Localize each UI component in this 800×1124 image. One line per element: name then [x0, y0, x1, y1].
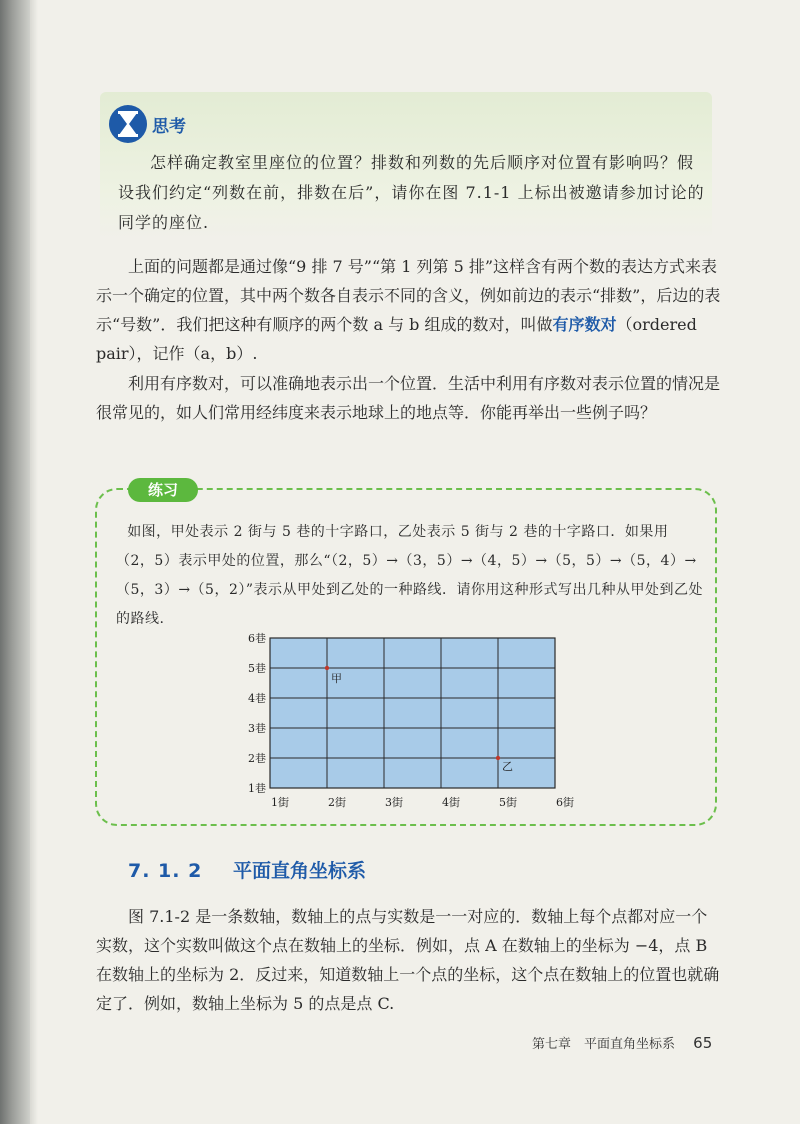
lane-labels: [248, 632, 266, 795]
paragraph1-after: （ordered pair），记作（a，b）.: [96, 315, 697, 363]
point-jia-marker: [325, 666, 329, 670]
street-label: 5街: [499, 796, 517, 809]
point-yi-label: 乙: [502, 760, 513, 773]
street-label: 6街: [556, 796, 574, 809]
point-yi-marker: [496, 756, 500, 760]
paragraph-ordered-pair: [96, 252, 722, 368]
lane-label: 4巷: [248, 692, 266, 705]
page-number: 65: [693, 1034, 713, 1052]
street-labels: [271, 795, 574, 809]
lane-label: 2巷: [248, 752, 266, 765]
page-footer: [532, 1033, 712, 1052]
book-spine-shadow: [0, 0, 30, 1124]
term-ordered-pair: 有序数对: [552, 315, 617, 334]
street-label: 1街: [271, 796, 289, 809]
think-title: 思考: [152, 117, 186, 137]
hourglass-icon: [108, 104, 148, 144]
lane-label: 3巷: [248, 722, 266, 735]
paragraph-number-line: 图 7.1-2 是一条数轴，数轴上的点与实数是一一对应的．数轴上每个点都对应一个实数，这个实数叫做这个点在数轴上的坐标．例如，点 A 在数轴上的坐标为 −4，点 B 在数轴上的坐标为 2．反过来，知道数轴上一个点的坐标，这个点在数轴上的位置也就确定了．例如，数轴上坐标为 5 的点是点 C.: [96, 907, 720, 1013]
paragraph-examples: 利用有序数对，可以准确地表示出一个位置．生活中利用有序数对表示位置的情况是很常见的，如人们常用经纬度来表示地球上的地点等．你能再举出一些例子吗？: [96, 374, 721, 422]
street-label: 2街: [328, 796, 346, 809]
section-number: 7. 1. 2: [128, 860, 203, 882]
footer-chapter: 第七章 平面直角坐标系: [532, 1037, 676, 1052]
street-lane-grid: [230, 630, 574, 810]
paragraph1-before: 上面的问题都是通过像“9 排 7 号”“第 1 列第 5 排”这样含有两个数的表达方式来表示一个确定的位置，其中两个数各自表示不同的含义，例如前边的表示“排数”，后边的表示“号数”．我们把这种有顺序的两个数 a 与 b 组成的数对，叫做: [96, 257, 721, 334]
street-label: 3街: [385, 796, 403, 809]
think-text: 怎样确定教室里座位的位置？排数和列数的先后顺序对位置有影响吗？假设我们约定“列数在前，排数在后”，请你在图 7.1-1 上标出被邀请参加讨论的同学的座位.: [118, 153, 705, 232]
page-edge: [30, 0, 38, 1124]
street-label: 4街: [442, 796, 460, 809]
lane-label: 1巷: [248, 782, 266, 795]
point-jia-label: 甲: [331, 672, 342, 685]
lane-label: 6巷: [248, 632, 266, 645]
section-title: 平面直角坐标系: [232, 860, 366, 882]
lane-label: 5巷: [248, 662, 266, 675]
exercise-label: 练习: [128, 478, 198, 502]
section-heading: [128, 856, 366, 883]
exercise-text: 如图，甲处表示 2 街与 5 巷的十字路口，乙处表示 5 街与 2 巷的十字路口．如果用（2，5）表示甲处的位置，那么“（2，5）→（3，5）→（4，5）→（5，5）→（5，4）→（5，3）→（5，2）”表示从甲处到乙处的一种路线．请你用这种形式写出几种从甲处到乙处的路线.: [116, 524, 704, 627]
